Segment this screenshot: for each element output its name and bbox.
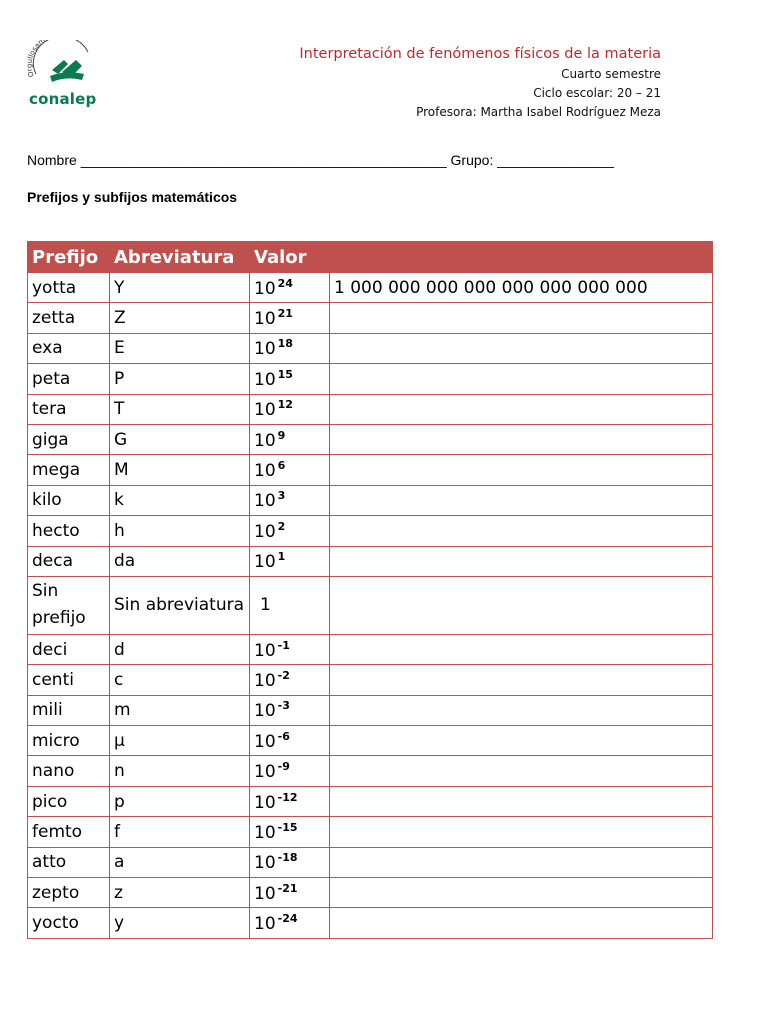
abbreviation-cell: P — [110, 364, 250, 394]
abbreviation-cell: h — [110, 516, 250, 546]
prefix-cell: zetta — [28, 303, 110, 333]
prefix-cell: tera — [28, 394, 110, 424]
abbreviation-cell: d — [110, 634, 250, 664]
table-row — [28, 333, 713, 363]
value-base: 10 — [254, 883, 276, 904]
table-row — [28, 756, 713, 786]
value-cell — [250, 726, 330, 756]
notation-cell[interactable] — [330, 695, 713, 725]
value-exponent: 1 — [277, 550, 286, 564]
notation-cell[interactable] — [330, 817, 713, 847]
abbreviation-cell: M — [110, 455, 250, 485]
table-row — [28, 576, 713, 634]
table-row — [28, 908, 713, 938]
prefix-cell: atto — [28, 847, 110, 877]
abbreviation-cell: G — [110, 424, 250, 454]
conalep-emblem-icon — [26, 40, 106, 92]
notation-cell[interactable] — [330, 424, 713, 454]
prefix-cell: kilo — [28, 485, 110, 515]
value-cell — [250, 908, 330, 938]
prefix-cell: yotta — [28, 273, 110, 303]
prefix-cell: zepto — [28, 878, 110, 908]
prefix-cell: femto — [28, 817, 110, 847]
group-blank[interactable]: _______________ — [497, 152, 615, 168]
conalep-logo — [26, 40, 106, 112]
value-cell — [250, 847, 330, 877]
abbreviation-cell: T — [110, 394, 250, 424]
value-exponent: -12 — [277, 790, 298, 804]
notation-cell[interactable] — [330, 455, 713, 485]
value-exponent: 12 — [277, 398, 293, 412]
notation-cell[interactable]: 1 000 000 000 000 000 000 000 000 — [330, 273, 713, 303]
value-cell — [250, 878, 330, 908]
value-base: 10 — [254, 792, 276, 813]
value-exponent: 6 — [277, 459, 286, 473]
value-cell — [250, 786, 330, 816]
table-row — [28, 516, 713, 546]
value-base: 10 — [254, 491, 276, 512]
logo-brand-text: conalep — [29, 90, 97, 108]
notation-cell[interactable] — [330, 847, 713, 877]
notation-cell[interactable] — [330, 364, 713, 394]
course-title: Interpretación de fenómenos físicos de la materia — [299, 46, 661, 62]
table-row — [28, 485, 713, 515]
notation-cell[interactable] — [330, 726, 713, 756]
value-exponent: -3 — [277, 699, 290, 713]
value-exponent: -9 — [277, 760, 290, 774]
prefix-cell: centi — [28, 665, 110, 695]
value-exponent: 3 — [277, 489, 286, 503]
value-base: 1 — [260, 595, 271, 616]
value-cell — [250, 333, 330, 363]
table-row — [28, 424, 713, 454]
table-row — [28, 546, 713, 576]
school-cycle-label: Ciclo escolar: 20 – 21 — [533, 86, 661, 100]
value-exponent: -2 — [277, 668, 290, 682]
notation-cell[interactable] — [330, 576, 713, 634]
prefix-cell: exa — [28, 333, 110, 363]
value-base: 10 — [254, 278, 276, 299]
table-row — [28, 273, 713, 303]
header-blank — [330, 242, 713, 273]
notation-cell[interactable] — [330, 878, 713, 908]
value-exponent: -15 — [277, 820, 298, 834]
value-cell — [250, 756, 330, 786]
value-base: 10 — [254, 762, 276, 783]
abbreviation-cell: k — [110, 485, 250, 515]
value-base: 10 — [254, 670, 276, 691]
value-base: 10 — [254, 430, 276, 451]
notation-cell[interactable] — [330, 665, 713, 695]
prefix-cell: mega — [28, 455, 110, 485]
abbreviation-cell: Y — [110, 273, 250, 303]
prefix-cell: peta — [28, 364, 110, 394]
header-abbreviation: Abreviatura — [110, 242, 250, 273]
abbreviation-cell: Sin abreviatura — [110, 576, 250, 634]
prefix-cell: deca — [28, 546, 110, 576]
value-base: 10 — [254, 914, 276, 935]
value-exponent: 9 — [277, 428, 286, 442]
header-value: Valor — [250, 242, 330, 273]
table-row — [28, 364, 713, 394]
prefix-cell: Sin prefijo — [28, 576, 110, 634]
table-row — [28, 634, 713, 664]
abbreviation-cell: m — [110, 695, 250, 725]
value-cell — [250, 455, 330, 485]
value-base: 10 — [254, 521, 276, 542]
table-row — [28, 695, 713, 725]
value-exponent: -18 — [277, 851, 298, 865]
notation-cell[interactable] — [330, 756, 713, 786]
notation-cell[interactable] — [330, 546, 713, 576]
abbreviation-cell: da — [110, 546, 250, 576]
table-row — [28, 394, 713, 424]
section-title: Prefijos y subfijos matemáticos — [27, 189, 238, 205]
value-exponent: -6 — [277, 729, 290, 743]
prefix-cell: mili — [28, 695, 110, 725]
value-base: 10 — [254, 701, 276, 722]
table-header-row — [28, 242, 713, 273]
name-blank[interactable]: _______________________________________________ — [80, 152, 447, 168]
value-base: 10 — [254, 461, 276, 482]
prefix-cell: giga — [28, 424, 110, 454]
value-exponent: 18 — [277, 337, 293, 351]
teacher-label: Profesora: Martha Isabel Rodríguez Meza — [416, 105, 661, 119]
table-body — [28, 273, 713, 939]
value-exponent: -24 — [277, 912, 298, 926]
value-cell — [250, 546, 330, 576]
value-exponent: -1 — [277, 638, 290, 652]
abbreviation-cell: µ — [110, 726, 250, 756]
table-row — [28, 455, 713, 485]
table-row — [28, 303, 713, 333]
notation-cell[interactable] — [330, 908, 713, 938]
student-fields — [27, 152, 614, 168]
table-row — [28, 817, 713, 847]
value-cell — [250, 303, 330, 333]
value-exponent: 24 — [277, 276, 293, 290]
abbreviation-cell: c — [110, 665, 250, 695]
value-base: 10 — [254, 640, 276, 661]
notation-cell[interactable] — [330, 485, 713, 515]
abbreviation-cell: y — [110, 908, 250, 938]
value-cell — [250, 576, 330, 634]
abbreviation-cell: n — [110, 756, 250, 786]
prefix-cell: micro — [28, 726, 110, 756]
value-base: 10 — [254, 822, 276, 843]
abbreviation-cell: z — [110, 878, 250, 908]
table-row — [28, 726, 713, 756]
logo-arc-text: Orgullosam — [26, 40, 47, 79]
prefixes-table — [27, 241, 713, 939]
value-cell — [250, 424, 330, 454]
value-cell — [250, 516, 330, 546]
abbreviation-cell: p — [110, 786, 250, 816]
value-base: 10 — [254, 400, 276, 421]
abbreviation-cell: f — [110, 817, 250, 847]
value-exponent: 21 — [277, 307, 293, 321]
value-cell — [250, 364, 330, 394]
document-header — [299, 44, 661, 122]
value-base: 10 — [254, 552, 276, 573]
notation-cell[interactable] — [330, 303, 713, 333]
value-base: 10 — [254, 731, 276, 752]
prefix-cell: hecto — [28, 516, 110, 546]
table-row — [28, 878, 713, 908]
notation-cell[interactable] — [330, 333, 713, 363]
value-exponent: 2 — [277, 519, 286, 533]
header-prefix: Prefijo — [28, 242, 110, 273]
notation-cell[interactable] — [330, 634, 713, 664]
prefix-cell: pico — [28, 786, 110, 816]
value-base: 10 — [254, 369, 276, 390]
value-cell — [250, 273, 330, 303]
abbreviation-cell: E — [110, 333, 250, 363]
value-exponent: 15 — [277, 367, 293, 381]
table-row — [28, 847, 713, 877]
prefix-cell: yocto — [28, 908, 110, 938]
abbreviation-cell: Z — [110, 303, 250, 333]
notation-cell[interactable] — [330, 394, 713, 424]
value-cell — [250, 817, 330, 847]
table-row — [28, 665, 713, 695]
name-label: Nombre — [27, 152, 77, 168]
table-row — [28, 786, 713, 816]
value-base: 10 — [254, 339, 276, 360]
value-cell — [250, 394, 330, 424]
value-cell — [250, 485, 330, 515]
notation-cell[interactable] — [330, 786, 713, 816]
value-exponent: -21 — [277, 881, 298, 895]
prefix-cell: deci — [28, 634, 110, 664]
abbreviation-cell: a — [110, 847, 250, 877]
value-base: 10 — [254, 309, 276, 330]
semester-label: Cuarto semestre — [561, 67, 661, 81]
value-cell — [250, 695, 330, 725]
group-label: Grupo: — [450, 152, 494, 168]
value-cell — [250, 665, 330, 695]
value-cell — [250, 634, 330, 664]
prefix-cell: nano — [28, 756, 110, 786]
notation-cell[interactable] — [330, 516, 713, 546]
value-base: 10 — [254, 853, 276, 874]
